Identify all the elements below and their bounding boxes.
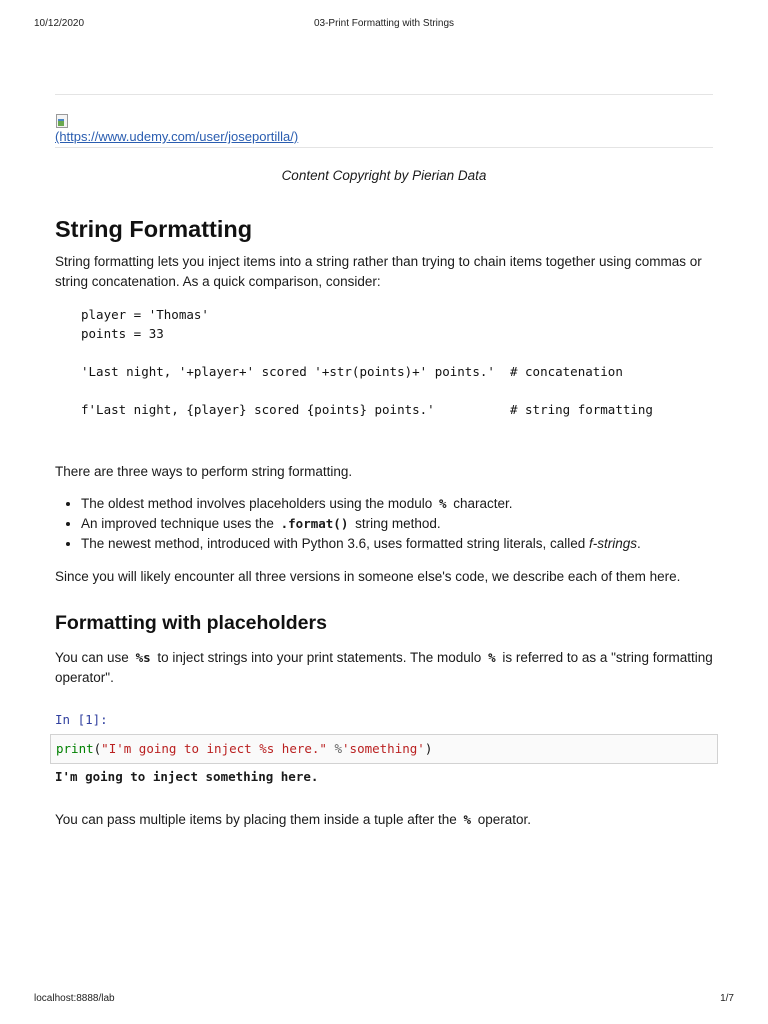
print-url: localhost:8888/lab	[34, 993, 115, 1004]
inline-code: .format()	[280, 516, 349, 531]
inline-code: %	[438, 496, 447, 511]
broken-image-icon[interactable]	[55, 113, 69, 129]
input-prompt: In [1]:	[55, 712, 108, 727]
code-line	[55, 381, 713, 400]
inline-code: %s	[135, 650, 151, 665]
cell-output: I'm going to inject something here.	[55, 769, 319, 784]
placeholders-paragraph: You can use %s to inject strings into your print statements. The modulo % is referred to as a "string formatting operator".	[55, 650, 713, 685]
methods-list	[55, 494, 713, 554]
list-item: • An improved technique uses the .format() string method.	[81, 514, 713, 534]
code-line	[55, 343, 713, 362]
copyright-notice: Content Copyright by Pierian Data	[281, 168, 487, 183]
code-cell-input[interactable]: print("I'm going to inject %s here." %'something')	[50, 734, 718, 764]
since-paragraph: Since you will likely encounter all three versions in someone else's code, we describe each of them here.	[55, 569, 681, 584]
code-line: 'Last night, '+player+' scored '+str(points)+' points.' # concatenation	[81, 364, 623, 379]
three-ways-paragraph: There are three ways to perform string formatting.	[55, 464, 353, 479]
tuple-paragraph: You can pass multiple items by placing them inside a tuple after the % operator.	[55, 812, 532, 827]
code-line: f'Last night, {player} scored {points} points.' # string formatting	[81, 402, 653, 417]
code-line: player = 'Thomas'	[81, 307, 209, 322]
print-footer	[34, 993, 734, 1007]
print-date: 10/12/2020	[34, 18, 85, 29]
print-title: 03-Print Formatting with Strings	[313, 18, 455, 29]
heading-string-formatting: String Formatting	[55, 216, 253, 242]
code-line: points = 33	[81, 326, 164, 341]
list-item: • The newest method, introduced with Python 3.6, uses formatted string literals, called f-strings.	[81, 534, 713, 554]
page-number: 1/7	[720, 993, 734, 1004]
heading-placeholders: Formatting with placeholders	[55, 612, 327, 634]
notebook-content	[55, 94, 713, 830]
inline-code: %	[463, 812, 472, 827]
logo-block	[55, 95, 713, 147]
logo-divider	[55, 147, 713, 148]
print-header	[34, 18, 734, 32]
list-item: • The oldest method involves placeholders using the modulo % character.	[81, 494, 713, 514]
emphasis-text: f-strings	[589, 536, 638, 551]
inline-code: %	[488, 650, 496, 665]
comparison-code-block	[55, 305, 713, 419]
udemy-profile-link[interactable]: (https://www.udemy.com/user/joseportilla/)	[55, 129, 299, 144]
intro-paragraph: String formatting lets you inject items into a string rather than trying to chain items together using commas or string concatenation. As a quick comparison, consider:	[55, 254, 702, 289]
